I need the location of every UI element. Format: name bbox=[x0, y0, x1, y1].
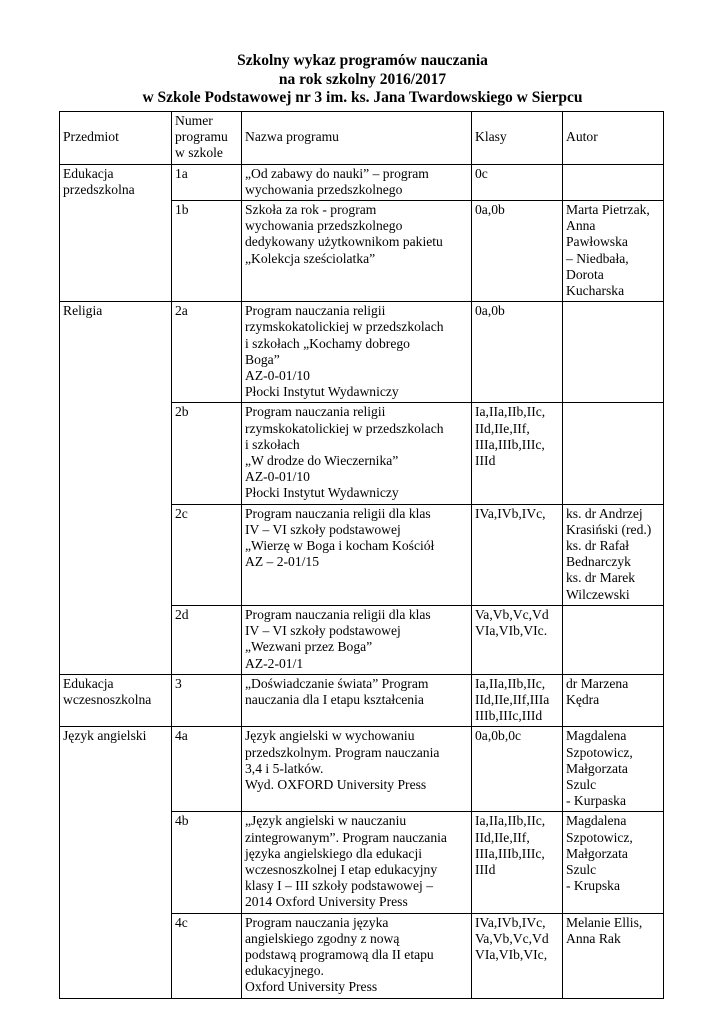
author-cell bbox=[563, 164, 664, 200]
program-number-cell: 2a bbox=[172, 302, 242, 403]
header-author: Autor bbox=[563, 112, 664, 165]
classes-cell: 0a,0b,0c bbox=[472, 727, 563, 812]
classes-cell: Ia,IIa,IIb,IIc, IId,IIe,IIf, IIIa,IIIb,IIIc, IIId bbox=[472, 812, 563, 913]
program-name-cell: Program nauczania religii dla klas IV – VI szkoły podstawowej „Wezwani przez Boga” AZ-2-01/1 bbox=[242, 605, 472, 674]
author-cell: ks. dr Andrzej Krasiński (red.) ks. dr Rafał Bednarczyk ks. dr Marek Wilczewski bbox=[563, 504, 664, 605]
program-number-cell: 4b bbox=[172, 812, 242, 913]
table-row bbox=[60, 674, 664, 727]
author-cell bbox=[563, 302, 664, 403]
program-number-cell: 4a bbox=[172, 727, 242, 812]
classes-cell: 0a,0b bbox=[472, 302, 563, 403]
classes-cell: 0a,0b bbox=[472, 201, 563, 302]
table-row bbox=[60, 727, 664, 812]
author-cell bbox=[563, 605, 664, 674]
header-classes: Klasy bbox=[472, 112, 563, 165]
title-line-2: na rok szkolny 2016/2017 bbox=[278, 70, 447, 88]
author-cell: Magdalena Szpotowicz, Małgorzata Szulc - Krupska bbox=[563, 812, 664, 913]
subject-cell: Edukacja przedszkolna bbox=[60, 164, 172, 302]
author-cell: dr Marzena Kędra bbox=[563, 674, 664, 727]
author-cell: Marta Pietrzak, Anna Pawłowska – Niedbała, Dorota Kucharska bbox=[563, 201, 664, 302]
classes-cell: Ia,IIa,IIb,IIc, IId,IIe,IIf, IIIa,IIIb,IIIc, IIId bbox=[472, 403, 563, 504]
header-program-name: Nazwa programu bbox=[242, 112, 472, 165]
subject-cell: Edukacja wczesnoszkolna bbox=[60, 674, 172, 727]
header-subject: Przedmiot bbox=[60, 112, 172, 165]
program-name-cell: Program nauczania języka angielskiego zgodny z nową podstawą programową dla II etapu edukacyjnego. Oxford University Press bbox=[242, 913, 472, 998]
program-number-cell: 2c bbox=[172, 504, 242, 605]
header-program-number: Numer programu w szkole bbox=[172, 112, 242, 165]
program-name-cell: „Doświadczanie świata” Program nauczania dla I etapu kształcenia bbox=[242, 674, 472, 727]
author-cell: Magdalena Szpotowicz, Małgorzata Szulc - Kurpaska bbox=[563, 727, 664, 812]
classes-cell: Va,Vb,Vc,Vd VIa,VIb,VIc. bbox=[472, 605, 563, 674]
program-number-cell: 2d bbox=[172, 605, 242, 674]
program-number-cell: 1a bbox=[172, 164, 242, 200]
subject-cell: Język angielski bbox=[60, 727, 172, 998]
subject-cell: Religia bbox=[60, 302, 172, 674]
program-name-cell: „Język angielski w nauczaniu zintegrowanym”. Program nauczania języka angielskiego dla edukacji wczesnoszkolnej I etap edukacyjny klasy I – III szkoły podstawowej – 2014 Oxford University Press bbox=[242, 812, 472, 913]
table-header-row bbox=[60, 112, 664, 165]
program-name-cell: Program nauczania religii rzymskokatolickiej w przedszkolach i szkołach „W drodze do Wieczernika” AZ-0-01/10 Płocki Instytut Wydawniczy bbox=[242, 403, 472, 504]
classes-cell: 0c bbox=[472, 164, 563, 200]
table-row bbox=[60, 302, 664, 403]
program-name-cell: Program nauczania religii rzymskokatolickiej w przedszkolach i szkołach „Kochamy dobrego Boga” AZ-0-01/10 Płocki Instytut Wydawniczy bbox=[242, 302, 472, 403]
programs-table bbox=[59, 111, 664, 999]
program-number-cell: 4c bbox=[172, 913, 242, 998]
classes-cell: Ia,IIa,IIb,IIc, IId,IIe,IIf,IIIa IIIb,IIIc,IIId bbox=[472, 674, 563, 727]
program-name-cell: Program nauczania religii dla klas IV – VI szkoły podstawowej „Wierzę w Boga i kocham Kościół AZ – 2-01/15 bbox=[242, 504, 472, 605]
program-number-cell: 1b bbox=[172, 201, 242, 302]
table-row bbox=[60, 164, 664, 200]
program-name-cell: Szkoła za rok - program wychowania przedszkolnego dedykowany użytkownikom pakietu „Kolekcja sześciolatka” bbox=[242, 201, 472, 302]
program-name-cell: „Od zabawy do nauki” – program wychowania przedszkolnego bbox=[242, 164, 472, 200]
program-number-cell: 2b bbox=[172, 403, 242, 504]
title-line-3: w Szkole Podstawowej nr 3 im. ks. Jana Twardowskiego w Sierpcu bbox=[142, 89, 583, 106]
title-line-1: Szkolny wykaz programów nauczania bbox=[237, 52, 488, 69]
classes-cell: IVa,IVb,IVc, bbox=[472, 504, 563, 605]
program-name-cell: Język angielski w wychowaniu przedszkolnym. Program nauczania 3,4 i 5-latków. Wyd. OXFORD University Press bbox=[242, 727, 472, 812]
author-cell bbox=[563, 403, 664, 504]
program-number-cell: 3 bbox=[172, 674, 242, 727]
classes-cell: IVa,IVb,IVc, Va,Vb,Vc,Vd VIa,VIb,VIc, bbox=[472, 913, 563, 998]
document-title bbox=[0, 52, 725, 108]
author-cell: Melanie Ellis, Anna Rak bbox=[563, 913, 664, 998]
